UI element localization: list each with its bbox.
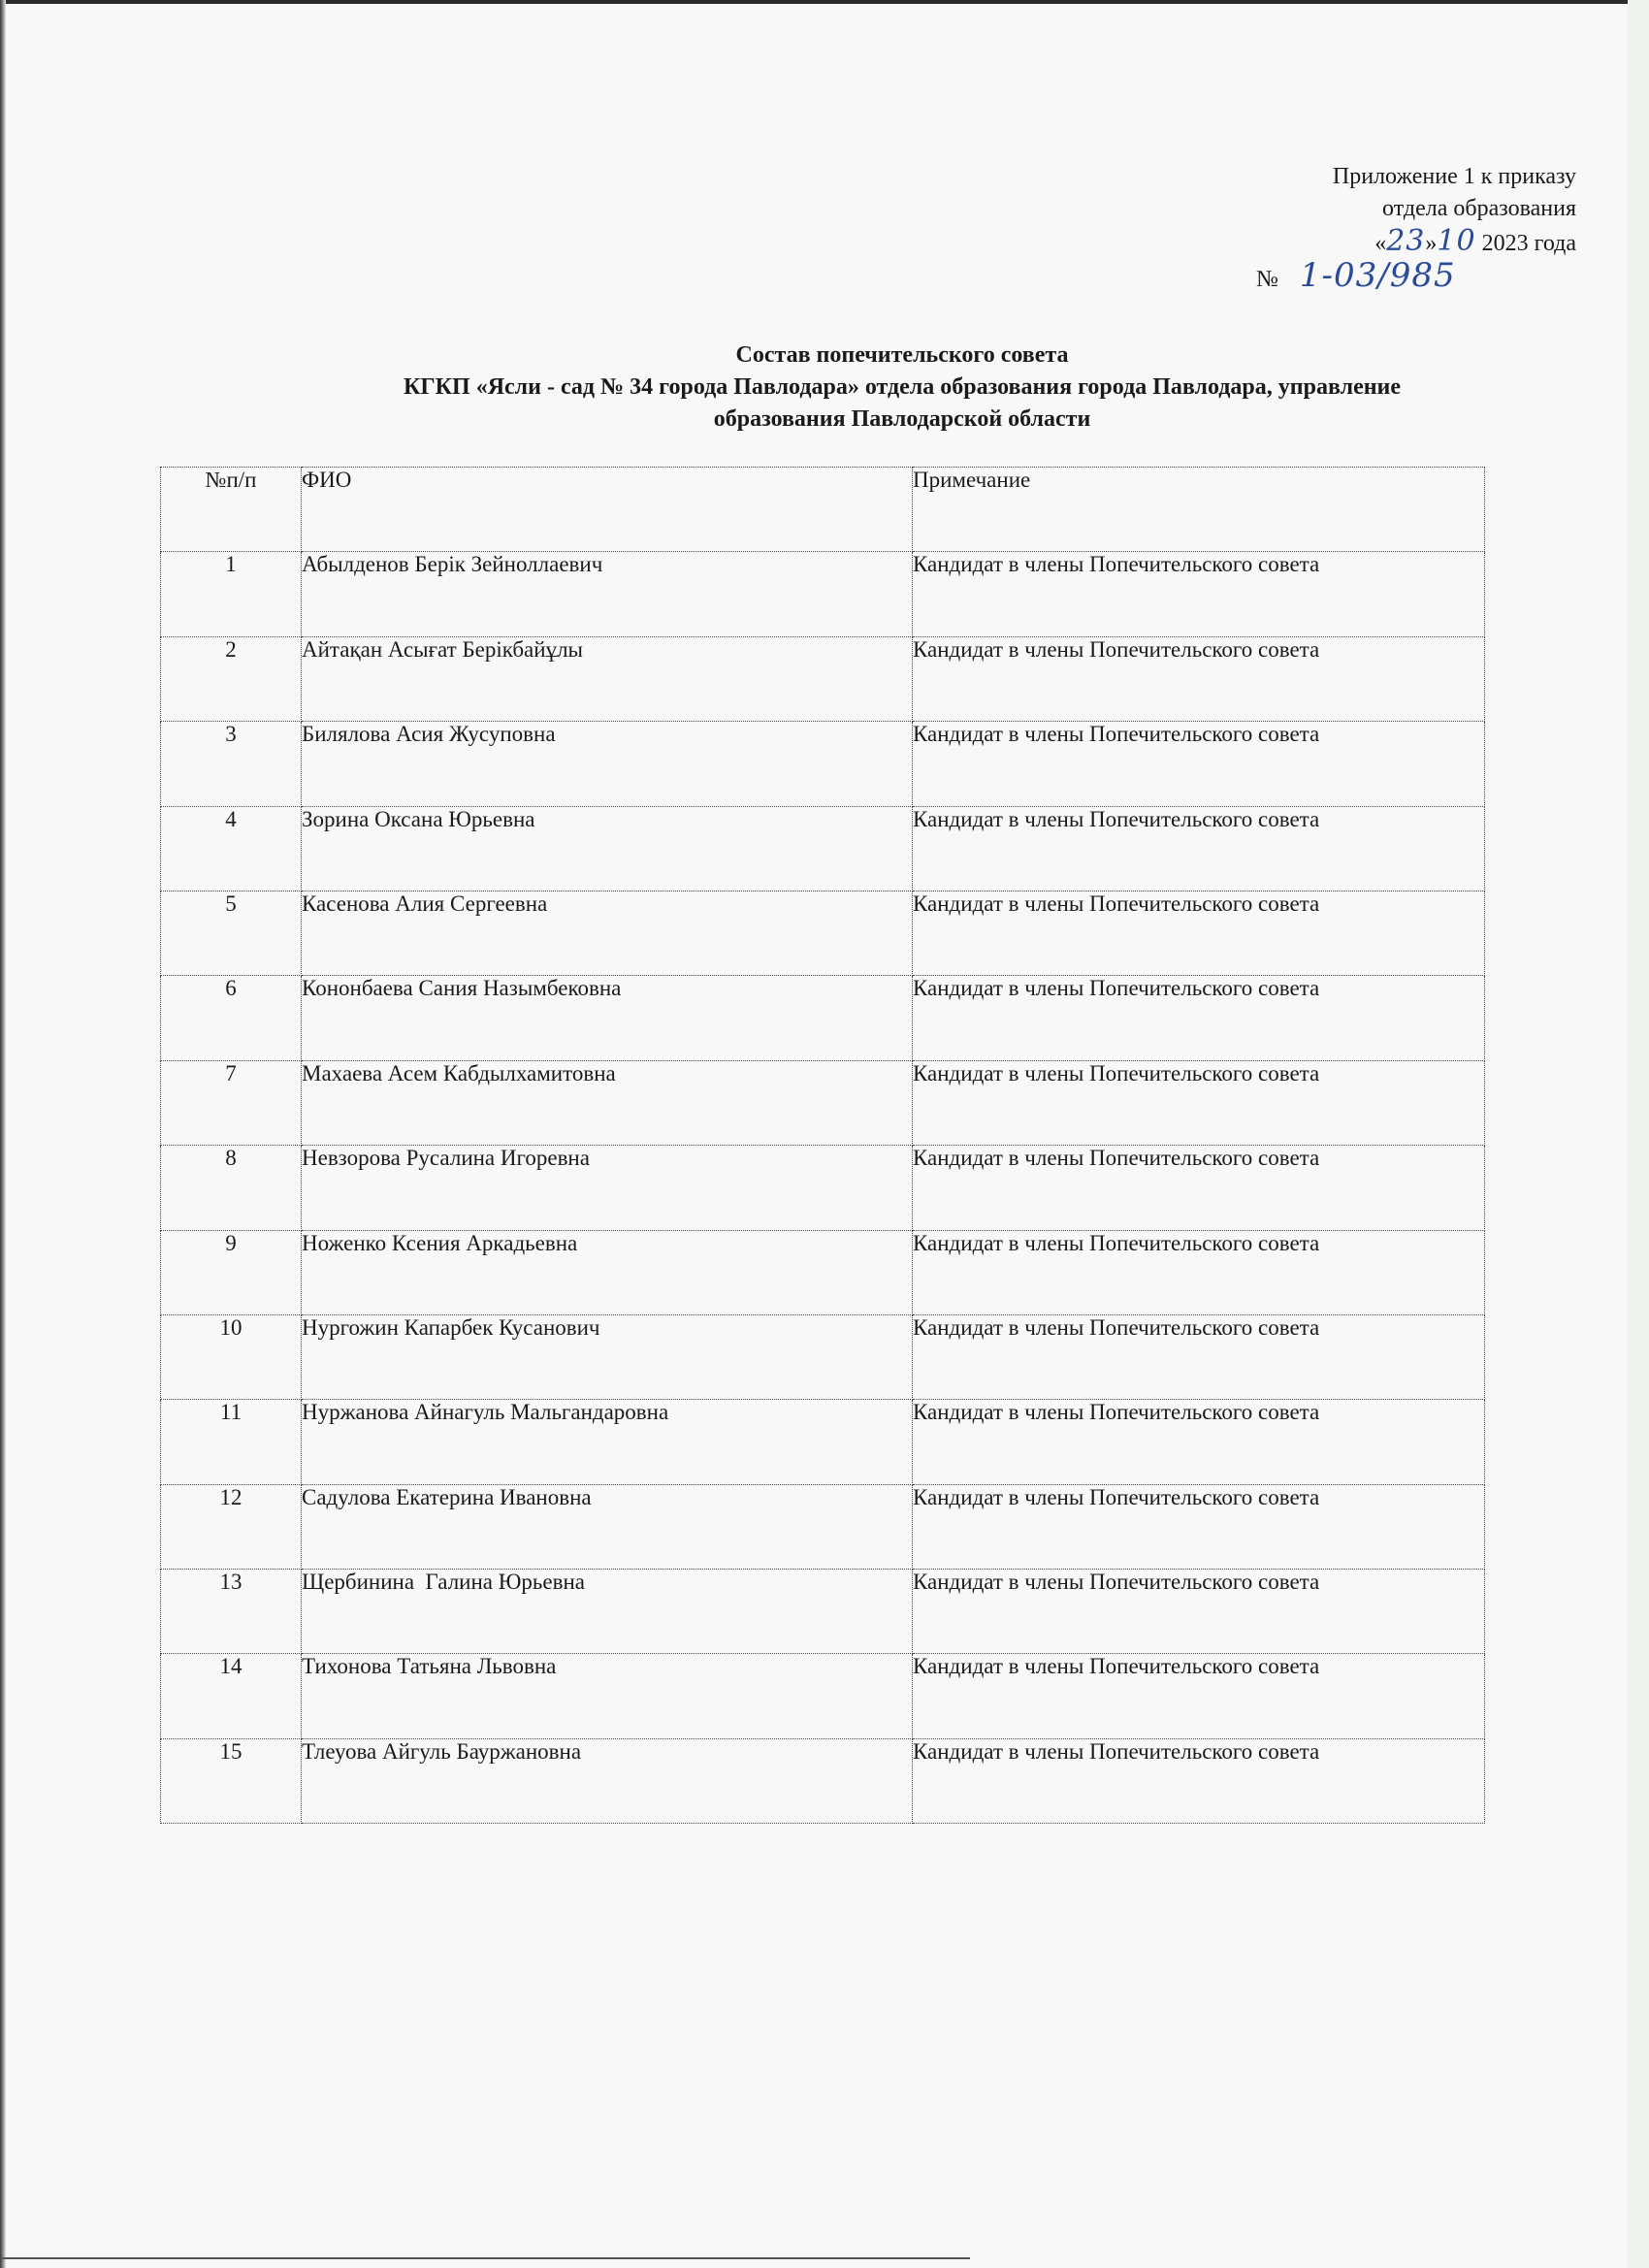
row-full-name: Абылденов Берік Зейноллаевич — [302, 552, 913, 636]
row-number: 1 — [161, 552, 302, 636]
row-full-name: Кононбаева Сания Назымбековна — [302, 976, 913, 1060]
row-note: Кандидат в члены Попечительского совета — [913, 552, 1485, 636]
order-number-label: № — [1256, 267, 1278, 292]
title-line-2: КГКП «Ясли - сад № 34 города Павлодара» отдела образования города Павлодара, управление — [403, 374, 1402, 400]
table-row — [161, 891, 1485, 975]
date-year: 2023 года — [1481, 231, 1576, 256]
row-full-name: Зорина Оксана Юрьевна — [302, 806, 913, 891]
row-full-name: Садулова Екатерина Ивановна — [302, 1484, 913, 1569]
handwritten-day: 23 — [1386, 224, 1426, 258]
scan-edge-bottom — [0, 2257, 970, 2259]
row-full-name: Невзорова Русалина Игоревна — [302, 1146, 913, 1230]
row-full-name: Айтақан Асығат Берікбайұлы — [302, 636, 913, 721]
row-note: Кандидат в члены Попечительского совета — [913, 1314, 1485, 1399]
row-number: 10 — [161, 1314, 302, 1399]
row-note: Кандидат в члены Попечительского совета — [913, 1146, 1485, 1230]
row-note: Кандидат в члены Попечительского совета — [913, 1570, 1485, 1654]
table-row — [161, 1654, 1485, 1738]
table-row — [161, 552, 1485, 636]
table-row — [161, 1400, 1485, 1484]
row-number: 3 — [161, 722, 302, 806]
row-number: 8 — [161, 1146, 302, 1230]
row-number: 2 — [161, 636, 302, 721]
row-note: Кандидат в члены Попечительского совета — [913, 1738, 1485, 1823]
row-full-name: Нургожин Капарбек Кусанович — [302, 1314, 913, 1399]
header-number: №п/п — [161, 468, 302, 552]
row-number: 7 — [161, 1060, 302, 1145]
row-number: 11 — [161, 1400, 302, 1484]
row-number: 4 — [161, 806, 302, 891]
row-number: 6 — [161, 976, 302, 1060]
row-note: Кандидат в члены Попечительского совета — [913, 1484, 1485, 1569]
table-row — [161, 636, 1485, 721]
table-row — [161, 1146, 1485, 1230]
row-note: Кандидат в члены Попечительского совета — [913, 976, 1485, 1060]
row-full-name: Щербинина Галина Юрьевна — [302, 1570, 913, 1654]
row-note: Кандидат в члены Попечительского совета — [913, 806, 1485, 891]
title-line-1: Состав попечительского совета — [735, 342, 1069, 368]
row-note: Кандидат в члены Попечительского совета — [913, 636, 1485, 721]
table-row — [161, 806, 1485, 891]
row-number: 12 — [161, 1484, 302, 1569]
row-note: Кандидат в члены Попечительского совета — [913, 1230, 1485, 1314]
row-number: 9 — [161, 1230, 302, 1314]
table-row — [161, 1738, 1485, 1823]
row-note: Кандидат в члены Попечительского совета — [913, 891, 1485, 975]
row-full-name: Ноженко Ксения Аркадьевна — [302, 1230, 913, 1314]
table-row — [161, 1060, 1485, 1145]
row-note: Кандидат в члены Попечительского совета — [913, 722, 1485, 806]
header-full-name: ФИО — [302, 468, 913, 552]
row-full-name: Махаева Асем Кабдылхамитовна — [302, 1060, 913, 1145]
row-full-name: Тлеуова Айгуль Бауржановна — [302, 1738, 913, 1823]
header-note: Примечание — [913, 468, 1485, 552]
row-full-name: Нуржанова Айнагуль Мальгандаровна — [302, 1400, 913, 1484]
date-open-quote: « — [1374, 231, 1387, 256]
table-row — [161, 976, 1485, 1060]
row-full-name: Билялова Асия Жусуповна — [302, 722, 913, 806]
row-number: 13 — [161, 1570, 302, 1654]
handwritten-month: 10 — [1437, 224, 1476, 258]
row-note: Кандидат в члены Попечительского совета — [913, 1400, 1485, 1484]
order-number — [1072, 256, 1576, 296]
row-number: 14 — [161, 1654, 302, 1738]
row-number: 5 — [161, 891, 302, 975]
appendix-header — [1072, 161, 1576, 296]
table-row — [161, 1570, 1485, 1654]
scan-edge-left — [0, 0, 6, 2268]
scan-edge-right — [1628, 0, 1649, 2268]
table-row — [161, 722, 1485, 806]
appendix-date — [1072, 225, 1576, 260]
document-title — [291, 340, 1513, 436]
scan-edge-top — [0, 0, 1649, 4]
table-row — [161, 1314, 1485, 1399]
table-row — [161, 1230, 1485, 1314]
date-close-quote: » — [1425, 231, 1438, 256]
row-number: 15 — [161, 1738, 302, 1823]
appendix-line-1: Приложение 1 к приказу — [1332, 164, 1576, 189]
table-header-row — [161, 468, 1485, 552]
title-line-3: образования Павлодарской области — [713, 406, 1091, 432]
members-table — [160, 467, 1485, 1824]
appendix-line-2: отдела образования — [1382, 196, 1576, 221]
row-note: Кандидат в члены Попечительского совета — [913, 1060, 1485, 1145]
handwritten-order-number: 1-03/985 — [1299, 256, 1456, 295]
row-full-name: Тихонова Татьяна Львовна — [302, 1654, 913, 1738]
table-row — [161, 1484, 1485, 1569]
row-note: Кандидат в члены Попечительского совета — [913, 1654, 1485, 1738]
row-full-name: Касенова Алия Сергеевна — [302, 891, 913, 975]
